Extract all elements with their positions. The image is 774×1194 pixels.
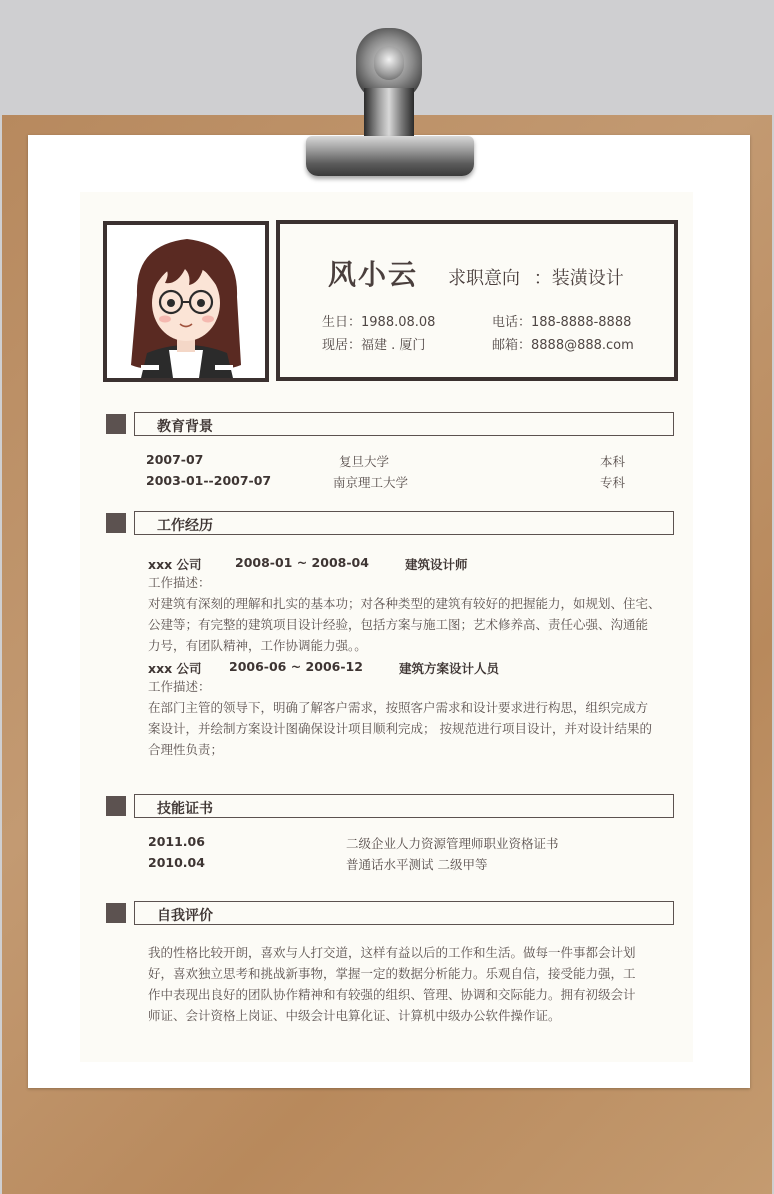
section-marker-icon bbox=[106, 796, 126, 816]
edu-date-2: 2003-01--2007-07 bbox=[146, 473, 272, 488]
section-marker-icon bbox=[106, 903, 126, 923]
edu-degree-2: 专科 bbox=[600, 475, 626, 490]
work-desc-1-line-1: 对建筑有深刻的理解和扎实的基本功；对各种类型的建筑有较好的把握能力，如规划、住宅、 bbox=[148, 596, 661, 611]
section-marker-icon bbox=[106, 414, 126, 434]
phone-number: 电话：188-8888-8888 bbox=[492, 315, 632, 330]
edu-date-1: 2007-07 bbox=[146, 452, 204, 467]
work-title-2: 建筑方案设计人员 bbox=[399, 661, 500, 676]
edu-degree-1: 本科 bbox=[600, 454, 626, 469]
email-address: 邮箱：8888@888.com bbox=[492, 338, 634, 353]
profile-card bbox=[276, 220, 678, 381]
section-header-skills bbox=[134, 794, 674, 818]
work-desc-2-line-2: 案设计，并绘制方案设计图确保设计项目顺利完成； 按规范进行项目设计，并对设计结果的 bbox=[148, 721, 652, 736]
work-desc-1-line-2: 公建等；有完整的建筑项目设计经验，包括方案与施工图；艺术修养高、责任心强、沟通能 bbox=[148, 617, 649, 632]
section-title-self: 自我评价 bbox=[157, 908, 213, 924]
edu-school-2: 南京理工大学 bbox=[333, 475, 409, 490]
skill-cert-1: 二级企业人力资源管理师职业资格证书 bbox=[346, 836, 559, 851]
skill-date-1: 2011.06 bbox=[148, 834, 205, 849]
work-period-1: 2008-01 ~ 2008-04 bbox=[235, 555, 369, 570]
work-company-1: xxx 公司 bbox=[148, 557, 202, 572]
work-desc-label-2: 工作描述： bbox=[148, 679, 211, 694]
work-desc-1-line-3: 力号，有团队精神，工作协调能力强。。 bbox=[148, 638, 367, 653]
avatar bbox=[103, 221, 269, 382]
self-eval-line-4: 师证、会计资格上岗证、中级会计电算化证、计算机中级办公软件操作证。 bbox=[148, 1008, 561, 1023]
skill-cert-2: 普通话水平测试 二级甲等 bbox=[346, 857, 488, 872]
candidate-name: 风小云 bbox=[328, 258, 419, 291]
work-period-2: 2006-06 ~ 2006-12 bbox=[229, 659, 363, 674]
clip-base bbox=[306, 136, 474, 176]
self-eval-line-1: 我的性格比较开朗，喜欢与人打交道，这样有益以后的工作和生活。做每一件事都会计划 bbox=[148, 945, 636, 960]
residence: 现居：福建 . 厦门 bbox=[322, 338, 426, 353]
work-desc-label-1: 工作描述： bbox=[148, 575, 211, 590]
edu-school-1: 复旦大学 bbox=[339, 454, 390, 469]
section-title-work: 工作经历 bbox=[157, 518, 213, 534]
job-intent-label: 求职意向 bbox=[448, 268, 520, 289]
work-company-2: xxx 公司 bbox=[148, 661, 202, 676]
work-desc-2-line-1: 在部门主管的领导下，明确了解客户需求，按照客户需求和设计要求进行构思，组织完成方 bbox=[148, 700, 649, 715]
job-intent-value: ：装潢设计 bbox=[533, 268, 624, 289]
birth-date: 生日：1988.08.08 bbox=[322, 315, 436, 330]
clip-hole bbox=[374, 46, 404, 80]
section-header-self bbox=[134, 901, 674, 925]
section-marker-icon bbox=[106, 513, 126, 533]
work-desc-2-line-3: 合理性负责； bbox=[148, 742, 224, 757]
section-header-education bbox=[134, 412, 674, 436]
girl-avatar-icon bbox=[107, 225, 265, 378]
self-eval-line-2: 好，喜欢独立思考和挑战新事物，掌握一定的数据分析能力。乐观自信，接受能力强，工 bbox=[148, 966, 636, 981]
work-title-1: 建筑设计师 bbox=[405, 557, 468, 572]
self-eval-line-3: 作中表现出良好的团队协作精神和有较强的组织、管理、协调和交际能力。拥有初级会计 bbox=[148, 987, 636, 1002]
job-intent bbox=[448, 264, 624, 290]
clip-neck bbox=[364, 88, 414, 140]
section-title-education: 教育背景 bbox=[157, 419, 213, 435]
section-header-work bbox=[134, 511, 674, 535]
skill-date-2: 2010.04 bbox=[148, 855, 205, 870]
section-title-skills: 技能证书 bbox=[157, 801, 213, 817]
